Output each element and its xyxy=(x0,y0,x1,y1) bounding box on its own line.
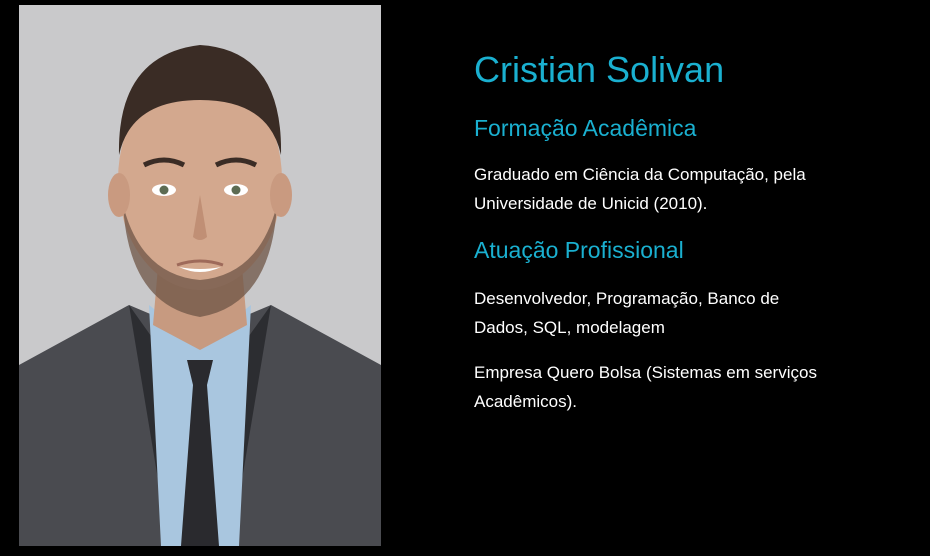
atuacao-text-company: Empresa Quero Bolsa (Sistemas em serviços Acadêmicos). xyxy=(474,363,817,411)
section-title-formacao: Formação Acadêmica xyxy=(474,115,697,141)
profile-photo xyxy=(19,5,381,546)
profile-name: Cristian Solivan xyxy=(474,49,725,90)
formacao-text: Graduado em Ciência da Computação, pela Universidade de Unicid (2010). xyxy=(474,165,806,213)
atuacao-text-skills: Desenvolvedor, Programação, Banco de Dados, SQL, modelagem xyxy=(474,289,780,337)
profile-info xyxy=(474,48,874,416)
person-portrait xyxy=(19,5,381,546)
section-title-atuacao: Atuação Profissional xyxy=(474,237,684,263)
